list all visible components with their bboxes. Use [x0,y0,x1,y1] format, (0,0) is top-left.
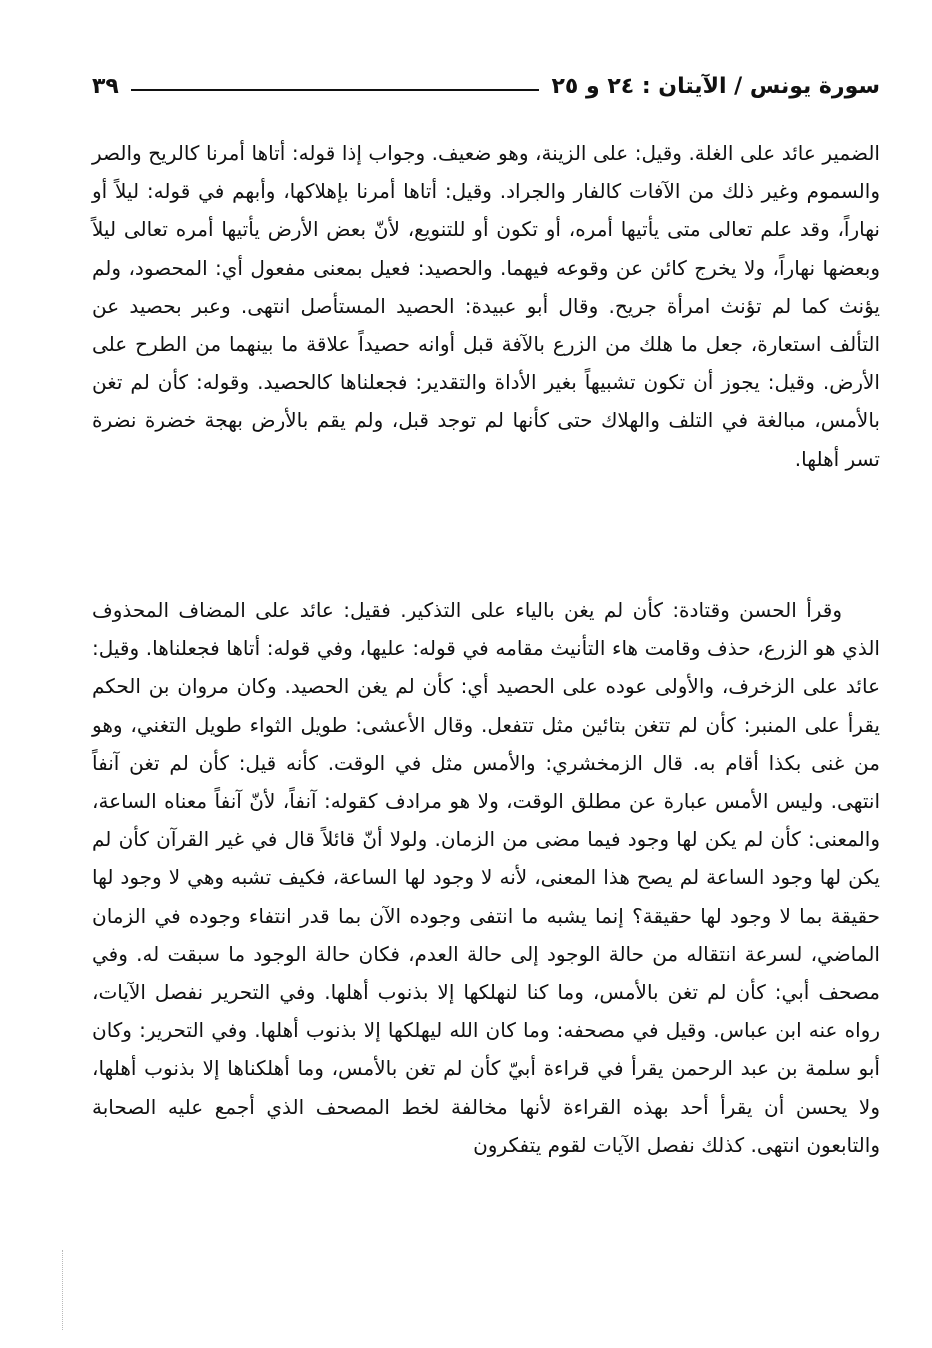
margin-scan-mark [62,1250,65,1330]
chapter-verses-title: سورة يونس / الآيتان : ٢٤ و ٢٥ [551,73,880,99]
paragraph-2: وقرأ الحسن وقتادة: كأن لم يغن بالياء على التذكير. فقيل: عائد على المضاف المحذوف الذي هو الزرع، حذف وقامت هاء التأنيث مقامه في قوله: عليها، وفي قوله: أتاها فجعلناها. وقيل: عائد على الزخرف، والأولى عوده على الحصيد أي: كأن لم يغن الحصيد. وكان مروان بن الحكم يقرأ على المنبر: كأن لم تتغن بتائين مثل تتفعل. وقال الأعشى: طويل الثواء طويل التغني، وهو من غنى بكذا أقام به. قال الزمخشري: والأمس مثل في الوقت. كأنه قيل: كأن لم تغن آنفاً انتهى. وليس الأمس عبارة عن مطلق الوقت، ولا هو مرادف كقوله: آنفاً، لأنّ آنفاً معناه الساعة، والمعنى: كأن لم يكن لها وجود فيما مضى من الزمان. ولولا أنّ قائلاً قال في غير القرآن كأن لم يكن لها وجود الساعة لم يصح هذا المعنى، لأنه لا وجود لها الساعة، فكيف تشبه وهي لا وجود لها حقيقة بما لا وجود لها حقيقة؟ إنما يشبه ما انتفى وجوده الآن بما قدر انتفاء وجوده في الزمان الماضي، لسرعة انتقاله من حالة الوجود إلى حالة العدم، فكان حالة الوجود ما سبقت له. وفي مصحف أبي: كأن لم تغن بالأمس، وما كنا لنهلكها إلا بذنوب أهلها. وفي التحرير نفصل الآيات، رواه عنه ابن عباس. وقيل في مصحفه: وما كان الله ليهلكها إلا بذنوب أهلها. وفي التحرير: وكان أبو سلمة بن عبد الرحمن يقرأ في قراءة أبيّ كأن لم تغن بالأمس، وما أهلكناها إلا بذنوب أهلها، ولا يحسن أن يقرأ أحد بهذه القراءة لأنها مخالفة لخط المصحف الذي أجمع عليه الصحابة والتابعون انتهى. كذلك نفصل الآيات لقوم يتفكرون [92,598,880,1157]
header-rule [131,89,540,91]
page-number: ٣٩ [92,73,119,99]
paragraph-1: الضمير عائد على الغلة. وقيل: على الزينة، وهو ضعيف. وجواب إذا قوله: أتاها أمرنا كالريح والصر والسموم وغير ذلك من الآفات كالفار والجراد. وقيل: أتاها أمرنا بإهلاكها، وأبهم في قوله: ليلاً أو نهاراً، وقد علم تعالى متى يأتيها أمره، أو تكون أو للتنويع، لأنّ بعض الأرض يأتيها أمره تعالى ليلاً وبعضها نهاراً، ولا يخرج كائن عن وقوعه فيهما. والحصيد: فعيل بمعنى مفعول أي: المحصود، ولم يؤنث كما لم تؤنث امرأة جريح. وقال أبو عبيدة: الحصيد المستأصل انتهى. وعبر بحصيد عن التألف استعارة، جعل ما هلك من الزرع بالآفة قبل أوانه حصيداً علاقة ما بينهما من الطرح على الأرض. وقيل: يجوز أن تكون تشبيهاً بغير الأداة والتقدير: فجعلناها كالحصيد. وقوله: كأن لم تغن بالأمس، مبالغة في التلف والهلاك حتى كأنها لم توجد قبل، ولم يقم بالأرض بهجة خضرة نضرة تسر أهلها. [92,141,880,471]
running-header [92,68,880,104]
